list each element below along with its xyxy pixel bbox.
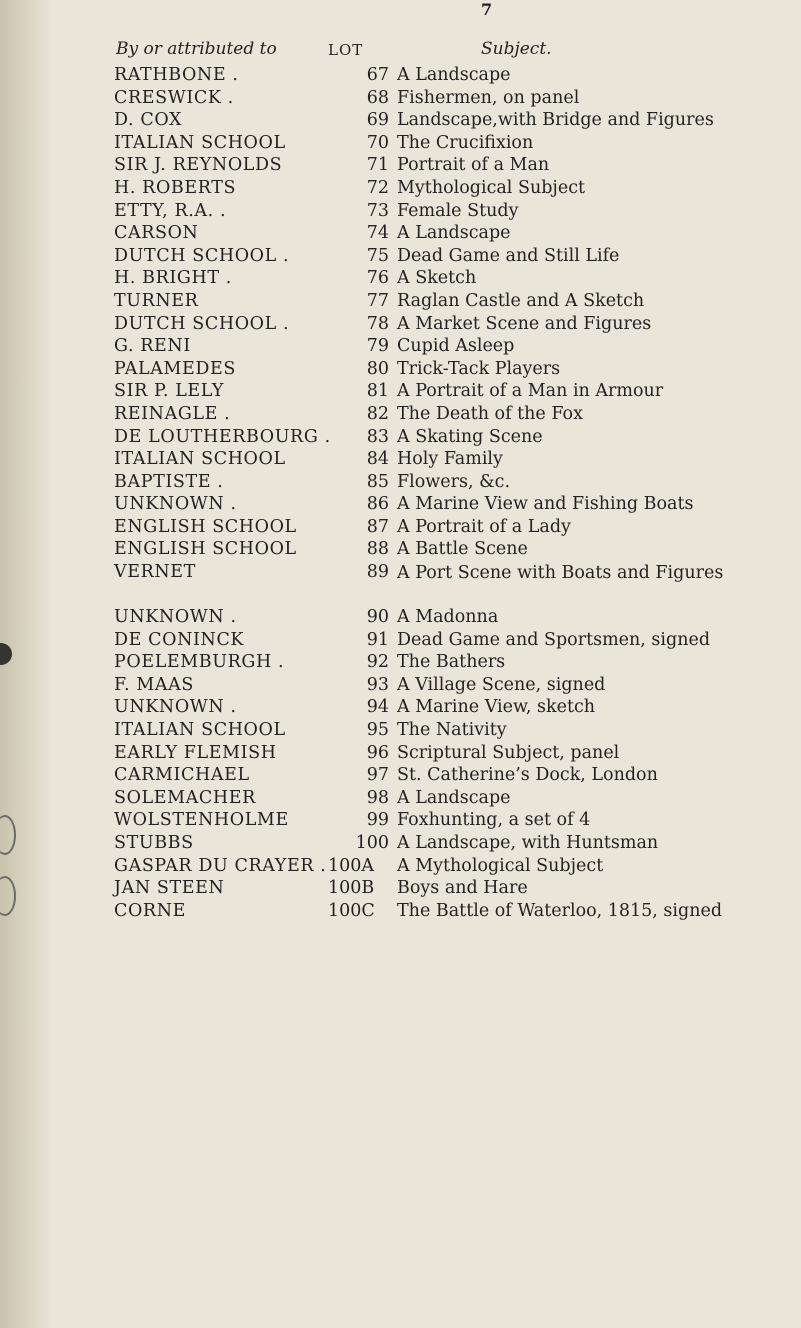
subject-text: Fishermen, on panel: [397, 87, 580, 108]
subject-text: Foxhunting, a set of 4: [397, 810, 591, 831]
lot-number: 99: [366, 810, 389, 831]
subject-text: A Portrait of a Lady: [397, 516, 571, 537]
header-lot: LOT: [328, 41, 364, 59]
artist-name: WOLSTENHOLME: [114, 810, 289, 831]
subject-text: Portrait of a Man: [397, 155, 550, 176]
lot-number: 81: [366, 381, 389, 402]
artist-name: ITALIAN SCHOOL: [114, 449, 286, 470]
artist-name: CORNE: [114, 900, 187, 921]
subject-text: A Mythological Subject: [397, 855, 604, 876]
artist-name: ENGLISH SCHOOL: [114, 539, 297, 560]
artist-name: CRESWICK .: [114, 87, 234, 108]
lot-number: 83: [366, 426, 389, 447]
artist-name: CARSON: [114, 223, 199, 244]
lot-number: 71: [366, 155, 389, 176]
artist-name: DE LOUTHERBOURG .: [114, 426, 331, 447]
subject-text: The Crucifixion: [397, 132, 534, 153]
subject-text: A Sketch: [397, 268, 477, 289]
artist-name: SOLEMACHER: [114, 787, 256, 808]
lot-row: [0, 201, 801, 224]
lot-number: 92: [366, 652, 389, 673]
lot-row: [0, 878, 801, 901]
artist-name: CARMICHAEL: [114, 765, 250, 786]
subject-text: The Bathers: [397, 652, 506, 673]
lot-number: 100: [355, 833, 389, 853]
lot-row: [0, 856, 801, 879]
lot-row: [0, 246, 801, 269]
artist-name: DUTCH SCHOOL .: [114, 313, 290, 334]
subject-text: A Battle Scene: [397, 539, 528, 560]
lot-number: 97: [366, 765, 389, 786]
lot-row: [0, 810, 801, 833]
lot-number: 93: [366, 674, 389, 695]
lot-number: 75: [366, 245, 389, 266]
subject-text: Landscape,with Bridge and Figures: [397, 110, 714, 131]
artist-name: TURNER: [114, 290, 199, 311]
lot-number: 96: [366, 742, 389, 763]
subject-text: A Marine View, sketch: [397, 697, 596, 718]
subject-text: Mythological Subject: [397, 177, 586, 198]
artist-name: UNKNOWN .: [114, 494, 237, 515]
lot-row: [0, 743, 801, 766]
artist-name: BAPTISTE .: [114, 471, 224, 492]
lot-number: 100C: [328, 900, 375, 921]
artist-name: VERNET: [114, 562, 196, 583]
subject-text: A Market Scene and Figures: [397, 313, 652, 334]
subject-text: Cupid Asleep: [397, 336, 515, 357]
lot-number: 98: [366, 787, 389, 808]
artist-name: GASPAR DU CRAYER .: [114, 855, 327, 876]
header-by: By or attributed to: [116, 39, 277, 59]
lot-row: [0, 291, 801, 314]
artist-name: DUTCH SCHOOL .: [114, 245, 290, 266]
artist-name: SIR P. LELY: [114, 381, 225, 402]
subject-text: A Port Scene with Boats and Figures: [397, 563, 724, 584]
lot-number: 86: [366, 494, 389, 515]
lot-row: [0, 223, 801, 246]
page-number: 7: [481, 0, 493, 19]
artist-name: STUBBS: [114, 833, 194, 853]
lot-row: [0, 765, 801, 788]
lot-row: [0, 788, 801, 811]
subject-text: A Landscape, with Huntsman: [397, 833, 659, 853]
lot-number: 94: [366, 697, 389, 718]
artist-name: SIR J. REYNOLDS: [114, 155, 283, 176]
subject-text: Trick-Tack Players: [397, 358, 561, 379]
lot-number: 68: [366, 87, 389, 108]
subject-text: The Nativity: [397, 720, 507, 741]
lot-row: [0, 110, 801, 133]
subject-text: Holy Family: [397, 449, 503, 470]
lot-row: [0, 155, 801, 178]
lot-row: [0, 178, 801, 201]
lot-row: [0, 539, 801, 562]
lot-number: 95: [366, 720, 389, 741]
lot-number: 82: [366, 403, 389, 424]
subject-text: A Skating Scene: [397, 426, 543, 447]
lot-number: 100B: [328, 878, 375, 899]
lot-row: [0, 314, 801, 337]
lot-number: 67: [366, 65, 389, 85]
subject-text: A Marine View and Fishing Boats: [397, 494, 694, 515]
lot-number: 85: [366, 471, 389, 492]
lot-row: [0, 381, 801, 404]
subject-text: Boys and Hare: [397, 878, 528, 899]
subject-text: The Death of the Fox: [397, 403, 583, 424]
artist-name: POELEMBURGH .: [114, 652, 285, 673]
lot-row: [0, 517, 801, 540]
lot-number: 84: [366, 449, 389, 470]
lot-number: 88: [366, 539, 389, 560]
lot-number: 73: [366, 200, 389, 221]
lot-number: 100A: [328, 855, 375, 876]
artist-name: F. MAAS: [114, 674, 194, 695]
lot-row: [0, 359, 801, 382]
subject-text: A Landscape: [397, 223, 511, 244]
lot-row: [0, 133, 801, 156]
subject-text: The Battle of Waterloo, 1815, signed: [397, 900, 723, 921]
lot-number: 80: [366, 358, 389, 379]
lot-number: 77: [366, 290, 389, 311]
lot-number: 79: [366, 336, 389, 357]
subject-text: A Village Scene, signed: [397, 674, 606, 695]
artist-name: ITALIAN SCHOOL: [114, 132, 286, 153]
lot-number: 70: [366, 132, 389, 153]
lot-row: [0, 562, 801, 607]
lot-row: [0, 427, 801, 450]
artist-name: H. ROBERTS: [114, 177, 237, 198]
lot-row: [0, 720, 801, 743]
lot-number: 78: [366, 313, 389, 334]
artist-name: UNKNOWN .: [114, 697, 237, 718]
lot-row: [0, 65, 801, 88]
artist-name: JAN STEEN: [114, 878, 225, 899]
lot-row: [0, 449, 801, 472]
artist-name: EARLY FLEMISH: [114, 742, 277, 763]
lot-row: [0, 697, 801, 720]
artist-name: G. RENI: [114, 336, 191, 357]
lot-number: 87: [366, 516, 389, 537]
lot-row: [0, 607, 801, 630]
artist-name: ENGLISH SCHOOL: [114, 516, 297, 537]
lot-row: [0, 494, 801, 517]
subject-text: Dead Game and Still Life: [397, 245, 620, 266]
subject-text: Scriptural Subject, panel: [397, 742, 620, 763]
subject-text: A Madonna: [397, 607, 499, 628]
lot-number: 76: [366, 268, 389, 289]
header-subject: Subject.: [481, 39, 552, 59]
artist-name: RATHBONE .: [114, 65, 239, 85]
lot-number: 89: [366, 562, 389, 583]
lot-number: 90: [366, 607, 389, 628]
lot-number: 91: [366, 629, 389, 650]
lot-number: 72: [366, 177, 389, 198]
lot-row: [0, 268, 801, 291]
lot-row: [0, 901, 801, 924]
artist-name: DE CONINCK: [114, 629, 245, 650]
lot-row: [0, 404, 801, 427]
subject-text: Flowers, &c.: [397, 471, 511, 492]
lot-row: [0, 652, 801, 675]
artist-name: ITALIAN SCHOOL: [114, 720, 286, 741]
artist-name: REINAGLE .: [114, 403, 231, 424]
lot-row: [0, 675, 801, 698]
artist-name: PALAMEDES: [114, 358, 236, 379]
subject-text: Dead Game and Sportsmen, signed: [397, 629, 711, 650]
subject-text: St. Catherine’s Dock, London: [397, 765, 658, 786]
artist-name: UNKNOWN .: [114, 607, 237, 628]
subject-text: Raglan Castle and A Sketch: [397, 290, 645, 311]
subject-text: A Landscape: [397, 787, 511, 808]
lot-row: [0, 630, 801, 653]
subject-text: A Landscape: [397, 65, 511, 85]
lot-number: 74: [366, 223, 389, 244]
lot-number: 69: [366, 110, 389, 131]
artist-name: H. BRIGHT .: [114, 268, 232, 289]
lot-row: [0, 88, 801, 111]
lot-row: [0, 336, 801, 359]
subject-text: A Portrait of a Man in Armour: [397, 381, 664, 402]
artist-name: D. COX: [114, 110, 183, 131]
lot-row: [0, 833, 801, 856]
subject-text: Female Study: [397, 200, 519, 221]
lot-row: [0, 472, 801, 495]
artist-name: ETTY, R.A. .: [114, 200, 227, 221]
lot-list: [0, 65, 801, 923]
